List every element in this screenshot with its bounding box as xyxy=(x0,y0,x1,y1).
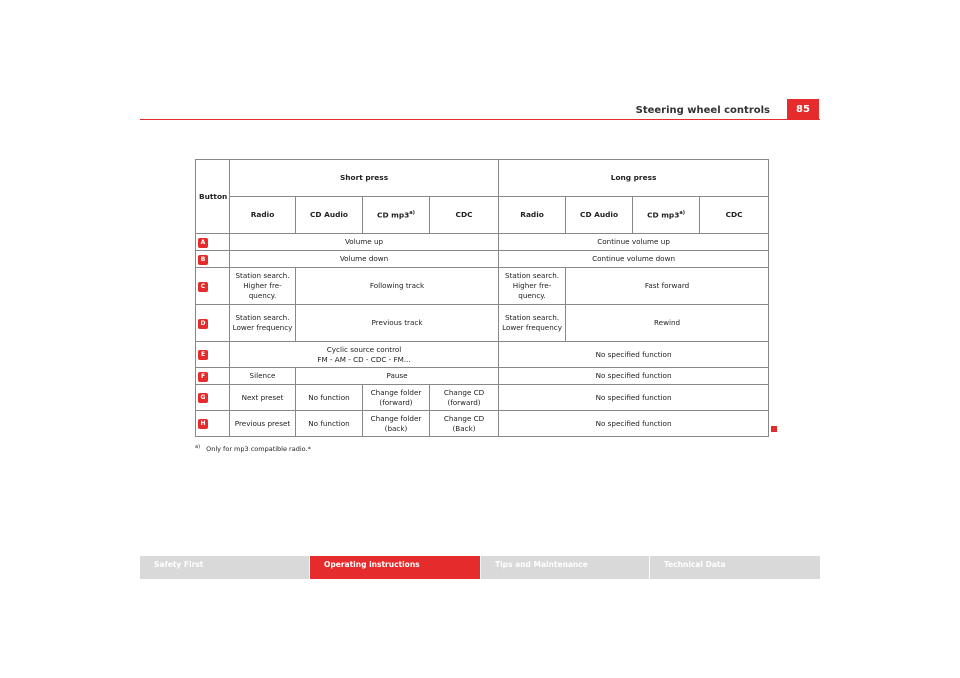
cell-short-radio: Silence xyxy=(230,368,296,385)
cell-long: Continue volume down xyxy=(499,251,769,268)
button-a-icon: A xyxy=(198,238,208,248)
cell-radio: Next preset xyxy=(230,385,296,411)
cell-short-rest: Pause xyxy=(296,368,499,385)
table-row xyxy=(196,251,769,268)
col-cd-mp3: CD mp3$^{a)}$ xyxy=(363,197,430,234)
footnote xyxy=(195,444,311,453)
page-number: 85 xyxy=(787,99,819,119)
table-row xyxy=(196,268,769,305)
header-button: Button xyxy=(196,160,230,234)
cell-short xyxy=(230,342,499,368)
button-g-icon: G xyxy=(198,393,208,403)
footer-tab-tips-maintenance[interactable]: Tips and Maintenance xyxy=(481,556,649,579)
cell-cdc: Change CD (Back) xyxy=(430,411,499,437)
cell-cd-audio: No function xyxy=(296,385,363,411)
col-radio-long: Radio xyxy=(499,197,566,234)
button-d-icon: D xyxy=(198,319,208,329)
col-cd-audio-long: CD Audio xyxy=(566,197,633,234)
cell-long: No specified function xyxy=(499,385,769,411)
cell-short-radio: Station search. Higher fre-quency. xyxy=(230,268,296,305)
cell-long-radio: Station search. Lower frequency xyxy=(499,305,566,342)
button-f-icon: F xyxy=(198,372,208,382)
cell-long-radio: Station search. Higher fre-quency. xyxy=(499,268,566,305)
footer-tab-safety-first[interactable]: Safety First xyxy=(140,556,309,579)
footer-tab-technical-data[interactable]: Technical Data xyxy=(650,556,820,579)
cell-short-radio: Station search. Lower frequency xyxy=(230,305,296,342)
page-title: Steering wheel controls xyxy=(635,105,770,116)
table-subheader-row xyxy=(196,197,769,234)
table-row xyxy=(196,234,769,251)
table-row xyxy=(196,368,769,385)
col-cdc: CDC xyxy=(430,197,499,234)
cell-short: Volume up xyxy=(230,234,499,251)
cell-cd-mp3: Change folder (back) xyxy=(363,411,430,437)
cell-short-line1: Cyclic source control xyxy=(326,344,402,354)
section-end-icon xyxy=(771,426,777,432)
cell-long: No specified function xyxy=(499,342,769,368)
button-e-icon: E xyxy=(198,350,208,360)
cell-short: Volume down xyxy=(230,251,499,268)
footnote-text: Only for mp3 compatible radio.* xyxy=(206,445,311,454)
cell-long: Continue volume up xyxy=(499,234,769,251)
button-b-icon: B xyxy=(198,255,208,265)
cell-radio: Previous preset xyxy=(230,411,296,437)
cell-long: No specified function xyxy=(499,368,769,385)
footer-tab-operating-instructions[interactable]: Operating instructions xyxy=(310,556,480,579)
cell-cd-mp3: Change folder (forward) xyxy=(363,385,430,411)
button-c-icon: C xyxy=(198,282,208,292)
table-row xyxy=(196,305,769,342)
table-header-row xyxy=(196,160,769,197)
cell-cdc: Change CD (forward) xyxy=(430,385,499,411)
cell-long: No specified function xyxy=(499,411,769,437)
footnote-mark: a) xyxy=(195,444,201,450)
col-radio: Radio xyxy=(230,197,296,234)
col-cd-mp3-long: CD mp3$^{a)}$ xyxy=(633,197,700,234)
header-divider xyxy=(140,119,820,120)
button-h-icon: H xyxy=(198,419,208,429)
col-cd-audio: CD Audio xyxy=(296,197,363,234)
cell-short-rest: Previous track xyxy=(296,305,499,342)
col-cdc-long: CDC xyxy=(700,197,769,234)
cell-short-rest: Following track xyxy=(296,268,499,305)
cell-long-rest: Fast forward xyxy=(566,268,769,305)
cell-short-line2: FM - AM - CD - CDC - FM... xyxy=(317,354,411,364)
table-row xyxy=(196,342,769,368)
table-row xyxy=(196,411,769,437)
table-row xyxy=(196,385,769,411)
steering-controls-table xyxy=(195,159,769,437)
header-long-press: Long press xyxy=(499,160,769,197)
header-short-press: Short press xyxy=(230,160,499,197)
cell-long-rest: Rewind xyxy=(566,305,769,342)
cell-cd-audio: No function xyxy=(296,411,363,437)
